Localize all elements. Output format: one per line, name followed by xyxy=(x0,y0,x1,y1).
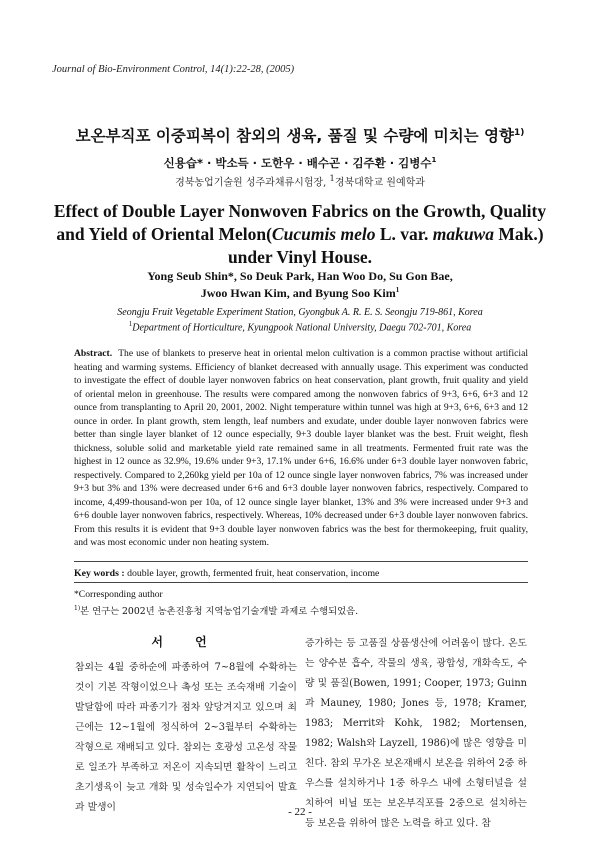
english-authors-line2-text: Jwoo Hwan Kim, and Byung Soo Kim xyxy=(200,286,396,301)
abstract xyxy=(74,347,528,550)
english-title-line2-mid: L. var. xyxy=(375,223,433,244)
english-affil-2-row xyxy=(0,320,600,335)
english-title-line2-post: Mak.) xyxy=(493,223,544,244)
korean-authors xyxy=(0,155,600,171)
species-name: Cucumis melo xyxy=(271,223,376,244)
funding-note-text: 본 연구는 2002년 농촌진흥청 지역농업기술개발 과제로 수행되었음. xyxy=(80,605,359,617)
funding-note-mark: 1) xyxy=(74,604,81,612)
keywords-label: Key words : xyxy=(74,568,125,579)
variety-name: makuwa xyxy=(432,223,494,244)
english-affil-mark: 1 xyxy=(128,319,133,328)
korean-affil-1: 경북농업기술원 성주과채류시험장, xyxy=(175,177,330,189)
funding-note xyxy=(74,602,528,619)
corresponding-author-note: *Corresponding author xyxy=(74,589,163,600)
korean-title xyxy=(0,124,600,146)
korean-authors-affil-mark: 1 xyxy=(431,156,437,165)
english-authors xyxy=(0,268,600,303)
english-title-line1: Effect of Double Layer Nonwoven Fabrics on the Growth, Quality xyxy=(53,201,547,221)
keywords xyxy=(74,568,528,579)
english-title xyxy=(40,200,560,268)
korean-authors-text: 신용습* · 박소득 · 도한우 · 배수곤 · 김주환 · 김병수 xyxy=(163,156,432,170)
english-affil-1: Seongju Fruit Vegetable Experiment Station, Gyongbuk A. R. E. S. Seongju 719-861, Korea xyxy=(117,307,483,318)
english-title-line3: under Vinyl House. xyxy=(227,246,373,267)
korean-affil-mark: 1 xyxy=(329,173,335,183)
english-title-line2 xyxy=(40,223,560,246)
abstract-text: The use of blankets to preserve heat in oriental melon cultivation is a common practise without artificial heating and warming systems. Efficiency of blanket decreased with annually usage. This experiment was conducted to investigate the effect of double layer nonwoven fabrics on heat conservation, plant growth, fruit quality and yield of oriental melon in greenhouse. The results were compared among the nonwoven fabrics of 9+3, 6+6, 6+3 and 12 ounce from transplanting to April 20, 2001, 2002. Night temperature within tunnel was high at 9+3, 6+6, 6+3 and 12 ounce in order. In plant growth, stem length, leaf numbers and exudate, under double layer nonwoven fabrics were better than single layer blanket of 12 ounce especially, 9+3 double layer blanket was the best. Fruit weight, flesh thickness, soluble solid and marketable yield rate remained same in all treatments. Fermented fruit rate was the highest in 12 ounce as 32.9%, 19.6% under 9+3, 17.1% under 6+6, 16.6% under 6+3 double layer nonwoven fabric, respectively. Compared to 2,260kg yield per 10a of 12 ounce single layer nonwoven fabrics, 7% was increased under 9+3 but 3% and 13% were decreased under 6+6 and 6+3 double layer nonwoven fabrics, respectively. Compared to income, 4,499-thousand-won per 10a, of 12 ounce single layer blanket, 13% and 3% were increased under 9+3 and 6+6 double layer nonwoven fabrics, respectively. Whereas, 10% decreased under 6+3 double layer nonwoven fabrics. From this results it is evident that 9+3 double layer nonwoven fabrics was the best for thermokeeping, fruit quality, and was most economic under non heating system. xyxy=(74,348,528,548)
english-affiliations xyxy=(0,306,600,334)
korean-affiliations xyxy=(0,173,600,188)
divider-top xyxy=(74,561,528,562)
body-column-right: 증가하는 등 고품질 상품생산에 어려움이 많다. 온도는 양수분 흡수, 작물의 생육, 광합성, 개화속도, 수량 및 품질(Bowen, 1991; Cooper, 1973; Guinn과 Mauney, 1980; Jones 등, 1978; Kramer, 1983; Merrit와 Kohk, 1982; Mortensen, 1982; Walsh와 Layzell, 1986)에 많은 영향을 미친다. 참외 무가온 보온재배시 보온을 위하여 2중 하우스를 설치하거나 1중 하우스 내에 소형터널을 설치하여 비닐 또는 보온부직포를 2중으로 설치하는 등 보온을 위하여 많은 노력을 하고 있다. 참 xyxy=(305,638,527,829)
divider-bottom xyxy=(74,582,528,583)
english-affil-2: Department of Horticulture, Kyungpook National University, Daegu 702-701, Korea xyxy=(132,321,472,333)
section-heading-introduction: 서 언 xyxy=(151,635,221,649)
korean-title-footnote-mark: 1) xyxy=(513,127,525,138)
english-authors-affil-mark: 1 xyxy=(395,286,400,295)
abstract-label: Abstract. xyxy=(74,348,113,359)
english-authors-line2 xyxy=(0,285,600,302)
journal-citation: Journal of Bio-Environment Control, 14(1):22-28, (2005) xyxy=(52,64,295,75)
english-authors-line1: Yong Seub Shin*, So Deuk Park, Han Woo Do, Su Gon Bae, xyxy=(147,269,453,283)
korean-title-text: 보온부직포 이중피복이 참외의 생육, 품질 및 수량에 미치는 영향 xyxy=(75,127,514,145)
english-title-line2-pre: and Yield of Oriental Melon( xyxy=(56,223,272,244)
korean-affil-2: 경북대학교 원예학과 xyxy=(334,177,425,189)
body-column-left: 참외는 4월 중하순에 파종하여 7~8월에 수확하는 것이 기본 작형이었으나 촉성 또는 조숙재배 기술이 발달함에 따라 파종기가 점차 앞당겨지고 있으며 최근에는 12~1월에 정식하여 2~3월부터 수확하는 작형으로 재배되고 있다. 참외는 호광성 고온성 작물로 일조가 부족하고 저온이 지속되면 활착이 느리고 초기생육이 늦고 개화 및 성숙일수가 지연되어 발효과 발생이 xyxy=(75,662,297,813)
keywords-text: double layer, growth, fermented fruit, heat conservation, income xyxy=(127,568,380,579)
page-number: - 22 - xyxy=(288,806,312,818)
footnotes xyxy=(74,588,528,618)
